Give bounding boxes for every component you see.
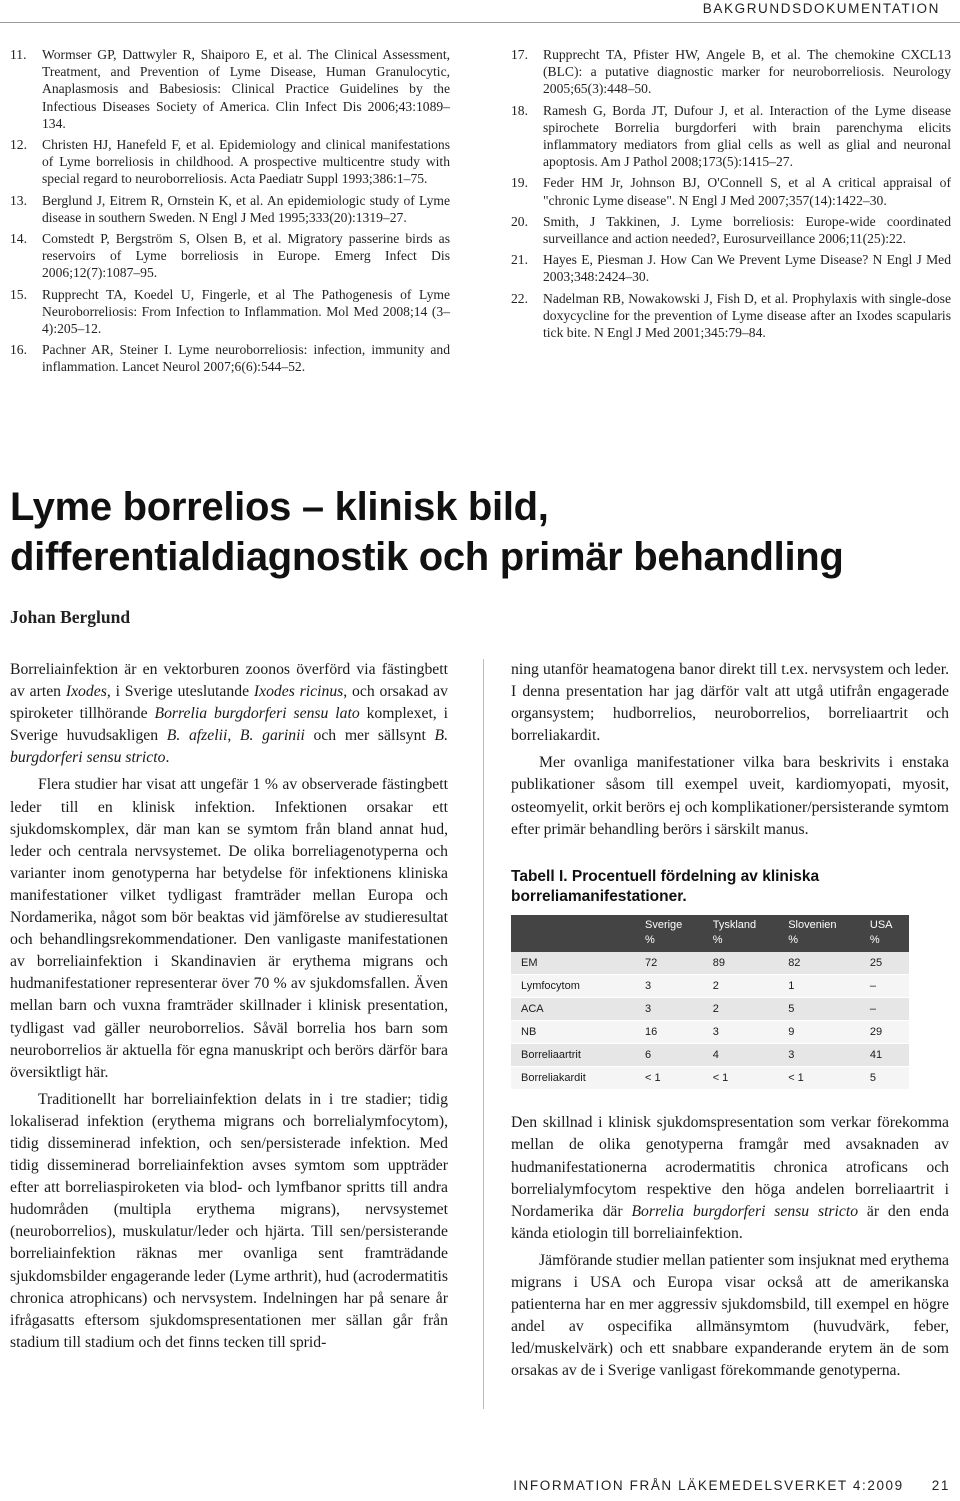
reference-number: 22. xyxy=(511,290,528,306)
table-cell: 72 xyxy=(635,952,703,975)
body-column-right xyxy=(511,659,949,1382)
table-row xyxy=(511,1021,909,1044)
body-paragraph: Borreliainfektion är en vektorburen zoonos överförd via fästingbett av arten Ixodes, i Sverige uteslutande Ixodes ricinus, och orsakad av spiroketer tillhörande Borrelia burgdorferi sensu lato komplexet, i Sverige huvudsakligen B. afzelii, B. garinii och mer sällsynt B. burgdorferi sensu stricto. xyxy=(10,661,449,767)
table-cell: 6 xyxy=(635,1044,703,1067)
reference-number: 16. xyxy=(10,342,27,358)
reference-text: Nadelman RB, Nowakowski J, Fish D, et al. Prophylaxis with single-dose doxycycline for the prevention of Lyme disease after an Ixodes scapularis tick bite. N Engl J Med 2001;345:79–84. xyxy=(543,290,951,341)
table-header-cell: Sverige % xyxy=(635,915,703,952)
table-cell: EM xyxy=(511,952,635,975)
reference-number: 19. xyxy=(511,175,528,191)
column-divider xyxy=(483,659,484,1409)
reference-list-left xyxy=(10,46,450,380)
table-cell: Borreliaartrit xyxy=(511,1044,635,1067)
publication-name: INFORMATION FRÅN LÄKEMEDELSVERKET 4:2009 xyxy=(513,1478,904,1493)
reference-item xyxy=(511,213,951,247)
reference-number: 18. xyxy=(511,102,528,118)
body-paragraph: ning utanför heamatogena banor direkt till t.ex. nervsystem och leder. I denna presentation har jag därför valt att utgå utifrån engagerade organsystem; hudborrelios, neuroborrelios, borreliaartrit och borreliakardit. xyxy=(511,661,949,745)
table-caption: Tabell I. Procentuell fördelning av kliniska borreliamanifestationer. xyxy=(511,867,820,905)
reference-list-right xyxy=(511,46,951,345)
reference-number: 15. xyxy=(10,286,27,302)
table-cell: 41 xyxy=(860,1044,909,1067)
body-paragraph: Jämförande studier mellan patienter som insjuknat med erythema migrans i USA och Europa visar också att de amerikanska patienterna har en mer aggressiv sjukdomsbild, till exempel en högre andel av ospecifika allmänsymtom (huvudvärk, feber, led/muskelvärk) och ett snabbare expanderande erytem än de som orsakas av de i Sverige vanligast förekommande genotyperna. xyxy=(511,1251,949,1380)
table-cell: 2 xyxy=(703,974,778,997)
reference-number: 14. xyxy=(10,231,27,247)
table-header-cell: Slovenien % xyxy=(778,915,860,952)
reference-item xyxy=(511,46,951,98)
table-header-cell: USA % xyxy=(860,915,909,952)
table-cell: 3 xyxy=(635,974,703,997)
reference-item xyxy=(10,192,450,226)
table-cell: 25 xyxy=(860,952,909,975)
page-footer xyxy=(513,1478,950,1493)
reference-text: Wormser GP, Dattwyler R, Shaiporo E, et al. The Clinical Assessment, Treatment, and Prevention of Lyme Disease, Human Granulocytic, Anaplasmosis and Babesiosis: Clinical Practice Guidelines by the Infectious Diseases Society of America. Clin Infect Dis 2006;43:1089–134. xyxy=(42,47,450,131)
reference-item xyxy=(511,102,951,171)
table-cell: 89 xyxy=(703,952,778,975)
table-cell: 9 xyxy=(778,1021,860,1044)
table-header-cell: Tyskland % xyxy=(703,915,778,952)
reference-item xyxy=(511,251,951,285)
reference-number: 21. xyxy=(511,252,528,268)
reference-item xyxy=(511,174,951,208)
reference-text: Rupprecht TA, Pfister HW, Angele B, et al. The chemokine CXCL13 (BLC): a putative diagnostic marker for neuroborreliosis. Neurology 2005;65(3):448–50. xyxy=(543,47,951,97)
table-cell: – xyxy=(860,997,909,1020)
table-cell: 16 xyxy=(635,1021,703,1044)
reference-number: 20. xyxy=(511,213,528,229)
reference-text: Berglund J, Eitrem R, Ornstein K, et al. An epidemiologic study of Lyme disease in southern Sweden. N Engl J Med 1995;333(20):1319–27. xyxy=(42,192,450,225)
table-cell: 3 xyxy=(703,1021,778,1044)
table-cell: 2 xyxy=(703,997,778,1020)
body-column-left xyxy=(10,659,448,1354)
table-row xyxy=(511,974,909,997)
article-title: Lyme borrelios – klinisk bild, differentialdiagnostik och primär behandling xyxy=(10,485,844,579)
reference-text: Smith, J Takkinen, J. Lyme borreliosis: Europe-wide coordinated surveillance and action needed?, Eurosurveillance 2006;11(25):22. xyxy=(543,213,951,247)
manifestation-table xyxy=(511,915,909,1091)
table-cell: – xyxy=(860,974,909,997)
table-cell: < 1 xyxy=(703,1067,778,1090)
table-cell: < 1 xyxy=(635,1067,703,1090)
table-row xyxy=(511,997,909,1020)
table-cell: 82 xyxy=(778,952,860,975)
table-cell: 5 xyxy=(860,1067,909,1090)
reference-text: Rupprecht TA, Koedel U, Fingerle, et al The Pathogenesis of Lyme Neuroborreliosis: From Infection to Inflammation. Mol Med 2008;14 (3–4):205–12. xyxy=(42,286,450,337)
table-cell: 3 xyxy=(635,997,703,1020)
reference-item xyxy=(10,286,450,338)
table-cell: < 1 xyxy=(778,1067,860,1090)
reference-text: Hayes E, Piesman J. How Can We Prevent Lyme Disease? N Engl J Med 2003;348:2424–30. xyxy=(543,252,951,285)
top-divider xyxy=(0,22,960,23)
section-label: BAKGRUNDSDOKUMENTATION xyxy=(702,1,940,16)
reference-item xyxy=(10,341,450,375)
reference-item xyxy=(10,230,450,282)
table-cell: NB xyxy=(511,1021,635,1044)
reference-text: Ramesh G, Borda JT, Dufour J, et al. Interaction of the Lyme disease spirochete Borrelia burgdorferi with brain parenchyma elicits inflammatory mediators from glial cells as well as glial and neuronal apoptosis. Am J Pathol 2008;173(5):1415–27. xyxy=(543,102,951,170)
reference-number: 11. xyxy=(10,47,27,62)
table-cell: ACA xyxy=(511,997,635,1020)
table-cell: 1 xyxy=(778,974,860,997)
page-number: 21 xyxy=(931,1478,950,1493)
article-author: Johan Berglund xyxy=(10,607,131,627)
table-cell: 5 xyxy=(778,997,860,1020)
table-cell: Borreliakardit xyxy=(511,1067,635,1090)
table-row xyxy=(511,1067,909,1090)
reference-number: 12. xyxy=(10,137,27,153)
reference-item xyxy=(511,290,951,342)
table-cell: 4 xyxy=(703,1044,778,1067)
table-cell: Lymfocytom xyxy=(511,974,635,997)
reference-number: 13. xyxy=(10,192,27,208)
body-paragraph: Den skillnad i klinisk sjukdomspresentation som verkar förekomma mellan de olika genotyperna framgår med avsaknaden av hudmanifestationerna acrodermatitis chronica atroficans och borrelialymfocytom respektive den höga andelen borreliaartrit i Nordamerika där Borrelia burgdorferi sensu stricto är den enda kända etiologin till borreliainfektion. xyxy=(511,1114,949,1242)
body-paragraph: Traditionellt har borreliainfektion delats in i tre stadier; tidig lokaliserad infektion (erythema migrans och borrelialymfocytom), tidig disseminerad infektion, och sen/persisterade infektion. Med tidig disseminerad borreliainfektion avses symtom som uppträder efter att borreliaspiroketen via blod- och lymfbanor spritts till andra hudområden (multipla erythema migrans), nervsystemet (neuroborrelios), muskulatur/leder och hjärta. Till sen/persisterande borreliainfektion räknas mer ovanliga sent framträdande sjukdomsbilder engagerande leder (Lyme arthrit), hud (acrodermatitis chronica atrophicans) och nervsystem. Indelningen har på senare år ifrågasatts eftersom sjukdomspresentationen mer sällan går från stadium till stadium och det finns tecken till sprid- xyxy=(10,1090,448,1351)
table-header-row xyxy=(511,915,909,952)
reference-text: Pachner AR, Steiner I. Lyme neuroborreliosis: infection, immunity and inflammation. Lancet Neurol 2007;6(6):544–52. xyxy=(42,342,450,375)
table-cell: 29 xyxy=(860,1021,909,1044)
reference-number: 17. xyxy=(511,47,528,62)
table-row xyxy=(511,952,909,975)
body-paragraph: Flera studier har visat att ungefär 1 % av observerade fästingbett leder till en klinisk infektion. Infektionen orsakar ett sjukdomskomplex, där man kan se symtom från bland annat hud, leder och centrala nervsystemet. De olika borreliagenotyperna och varianter inom genotyperna har betydelse för infektionens kliniska manifestationer vilket tydligast framträder mellan Europa och Nordamerika, något som bör beaktas vid jämförelse av studieresultat och behandlingsrekommendationer. Den vanligaste manifestationen av borreliainfektion i Skandinavien är erythema migrans och hudmanifestationer representerar över 70 % av sjukdomsfallen. Även mellan barn och vuxna framträder skillnader i klinisk presentation, tydligast vad gäller neuroborrelios. Såväl borrelia hos barn som neuroborrelios är aktuella för egna manuskript och berörs därför bara översiktligt här. xyxy=(10,776,448,1081)
reference-item xyxy=(10,46,450,132)
reference-text: Feder HM Jr, Johnson BJ, O'Connell S, et al A critical appraisal of "chronic Lyme disease". N Engl J Med 2007;357(14):1422–30. xyxy=(543,175,951,208)
reference-item xyxy=(10,136,450,188)
table-header-cell xyxy=(511,915,635,952)
reference-text: Christen HJ, Hanefeld F, et al. Epidemiology and clinical manifestations of Lyme borreliosis in childhood. A prospective multicentre study with special regard to neuroborreliosis. Acta Paediatr Suppl 1993;386:1–75. xyxy=(42,137,450,187)
reference-text: Comstedt P, Bergström S, Olsen B, et al. Migratory passerine birds as reservoirs of Lyme borreliosis in Europe. Emerg Infect Dis 2006;12(7):1087–95. xyxy=(42,231,450,281)
body-paragraph: Mer ovanliga manifestationer vilka bara beskrivits i enstaka publikationer såsom till exempel uveit, kardiomyopati, myosit, osteomyelit, orkit berörs ej och komplikationer/persisterande symtom efter primär behandling berörs i särskilt manus. xyxy=(511,754,949,838)
table-cell: 3 xyxy=(778,1044,860,1067)
table-row xyxy=(511,1044,909,1067)
